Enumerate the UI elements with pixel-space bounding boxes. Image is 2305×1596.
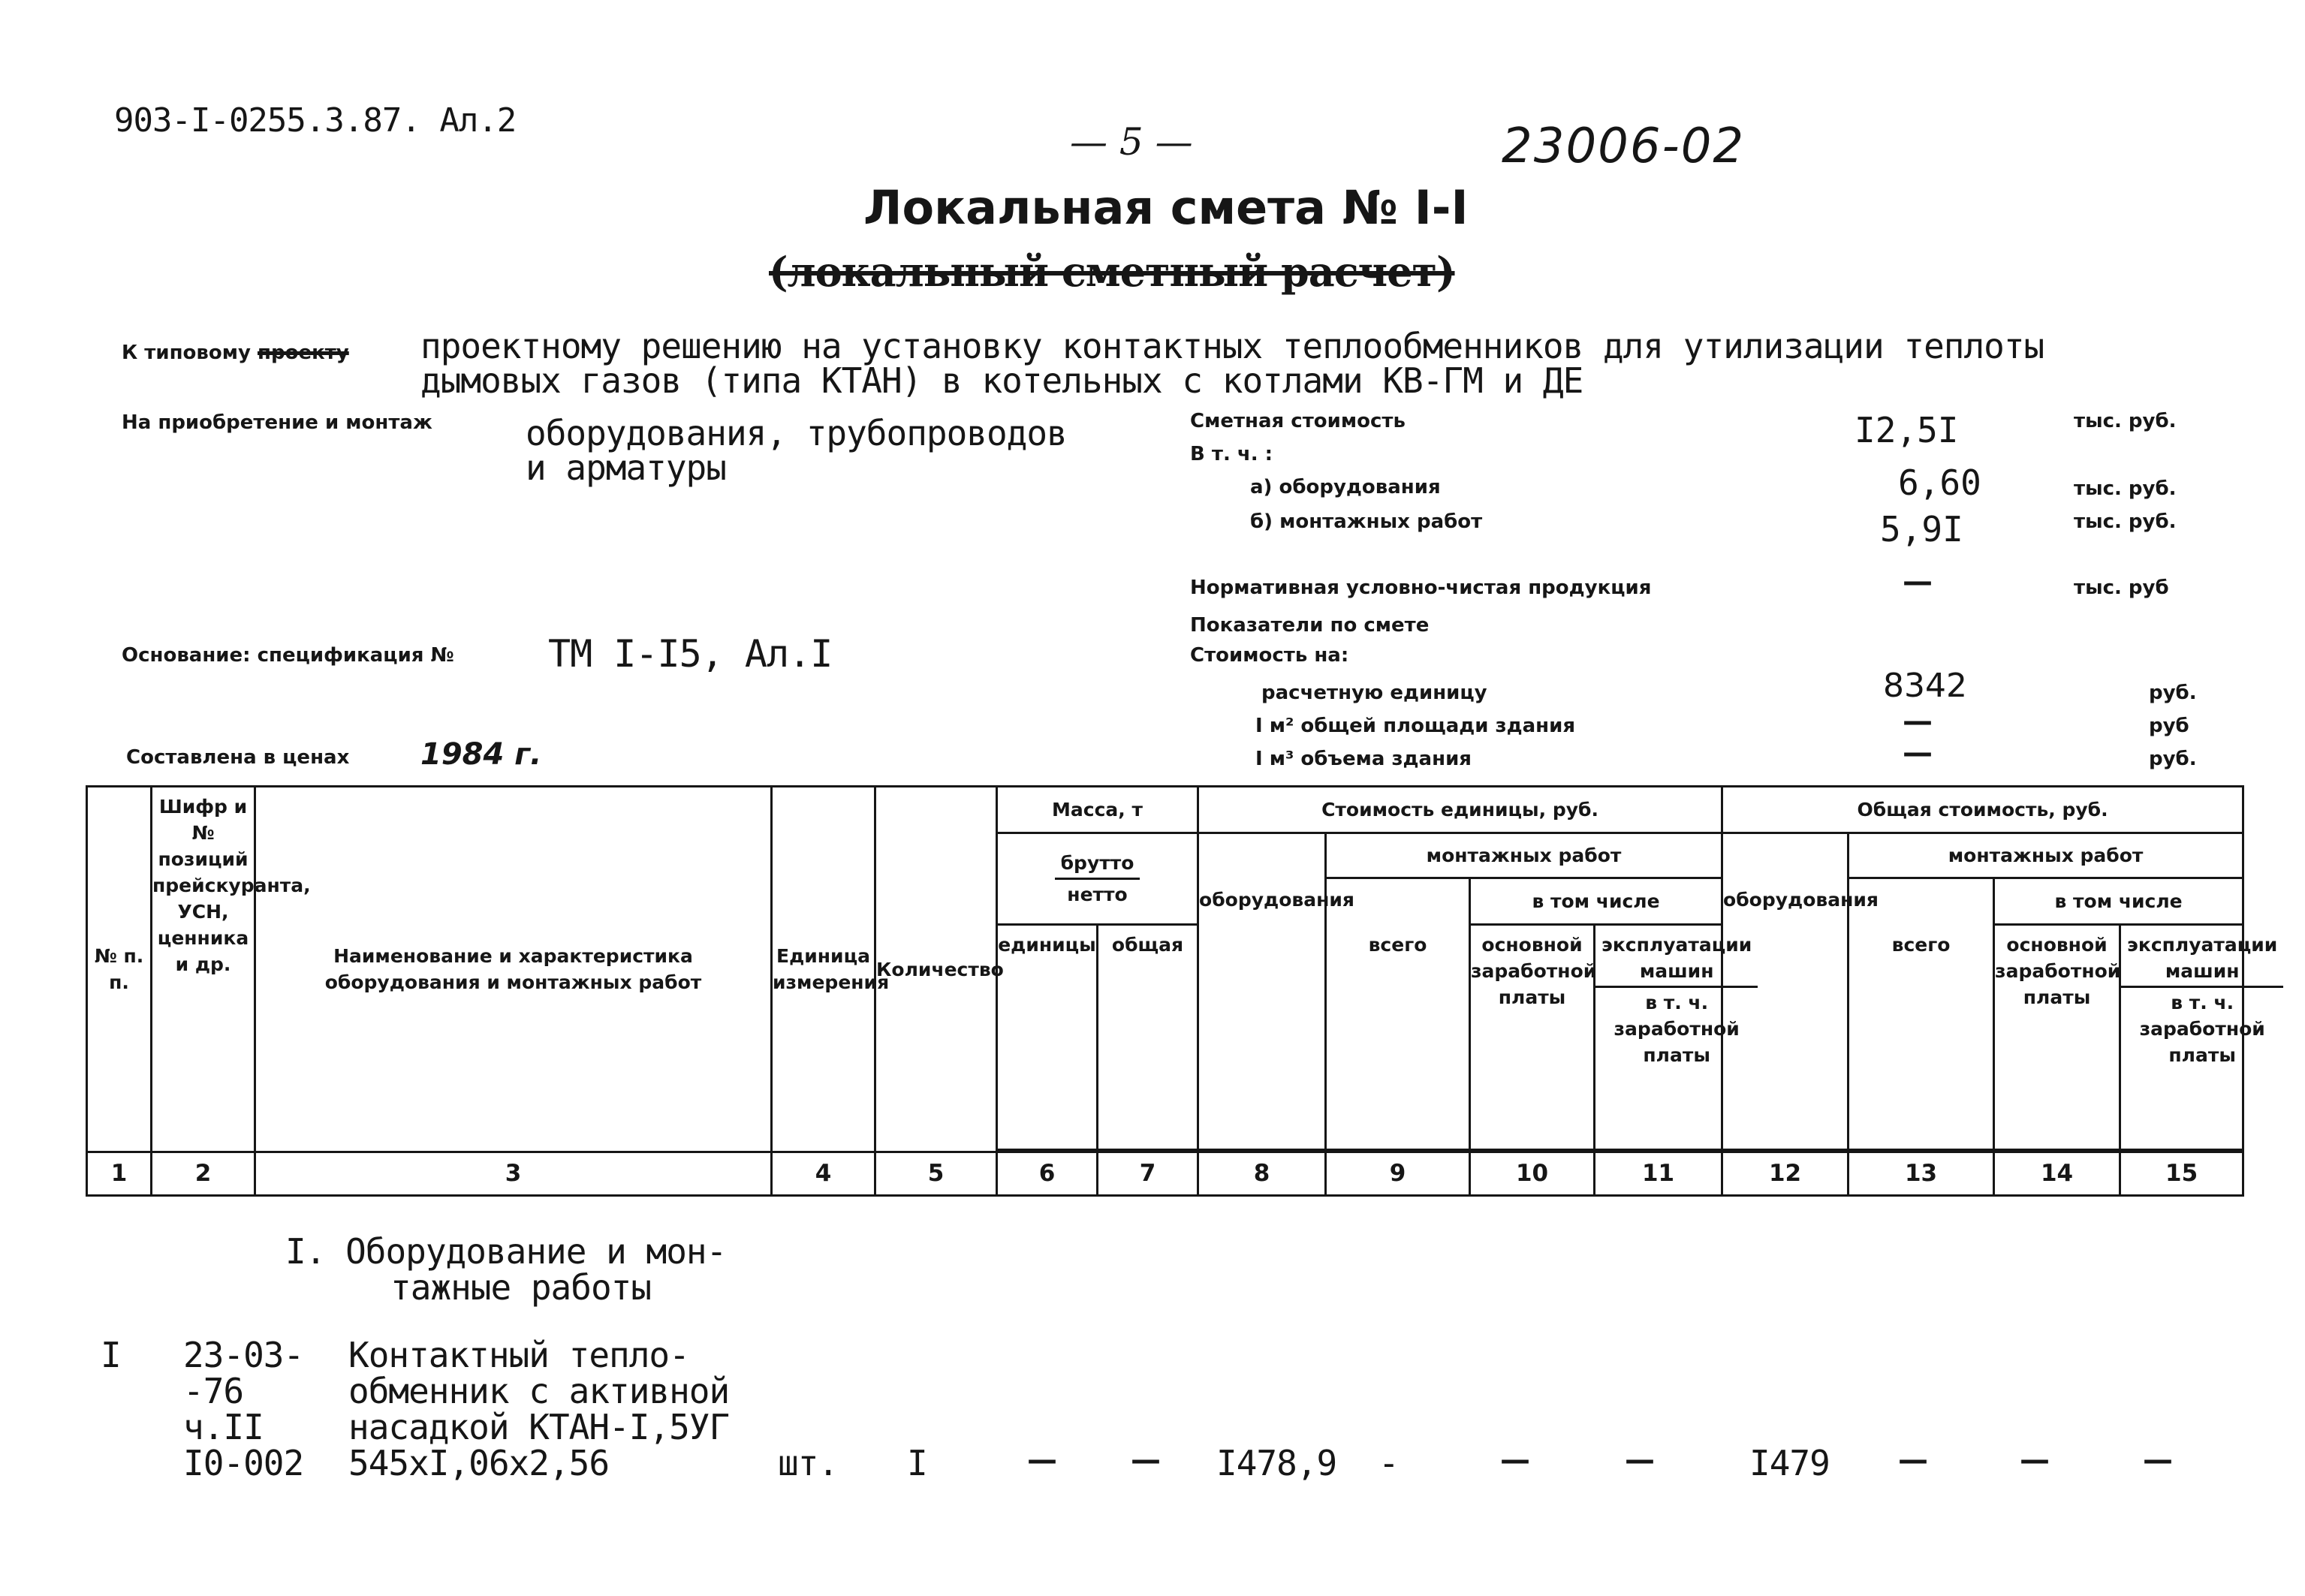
col-number: 11 <box>1595 1152 1722 1196</box>
summary-area-label: I м² общей площади здания <box>1255 715 1576 737</box>
title-text: Локальная смета № I-I <box>863 180 1469 235</box>
unit-machine-sub: в т. ч. заработной платы <box>1614 992 1740 1066</box>
row-name-line: 545xI,06x2,56 <box>348 1443 610 1483</box>
row-code-line: I0-002 <box>183 1443 304 1483</box>
col-number: 8 <box>1198 1152 1326 1196</box>
col-unit-cost-header: Стоимость единицы, руб. <box>1198 787 1722 833</box>
row-total-machine: — <box>2143 1443 2173 1477</box>
estimate-table-header <box>86 785 2278 1197</box>
basis-label: Основание: спецификация № <box>122 644 454 667</box>
unit-salary-header: основной заработной платы <box>1470 925 1595 1150</box>
page-number: — 5 — <box>1070 120 1193 164</box>
total-equip-header: оборудования <box>1722 833 1849 1150</box>
summary-cost-label: Сметная стоимость <box>1190 410 1406 432</box>
summary-unit-label: расчетную единицу <box>1261 682 1487 704</box>
purpose-line-1: оборудования, трубопроводов <box>526 413 1067 453</box>
section-title-line-2: тажные работы <box>390 1267 652 1308</box>
total-machine-label: эксплуатации машин <box>2121 932 2283 988</box>
mass-total-header: общая <box>1098 925 1198 1150</box>
total-install-header: монтажных работ <box>1849 833 2243 878</box>
mass-per-unit-header: единицы <box>997 925 1098 1150</box>
row-code-line: 23-03- <box>183 1335 304 1375</box>
basis-value: ТМ I-I5, Ал.I <box>548 632 833 676</box>
purpose-label: На приобретение и монтаж <box>122 411 432 434</box>
summary-norm-unit: тыс. руб <box>2074 577 2169 599</box>
summary-volume-value: — <box>1903 736 1933 770</box>
row-install-all: - <box>1378 1443 1399 1483</box>
page-title <box>863 180 1469 235</box>
row-mass-unit: — <box>1027 1443 1057 1477</box>
col-number: 1 <box>87 1152 152 1196</box>
summary-indicators-label: Показатели по смете <box>1190 614 1430 637</box>
column-number-row <box>87 1152 2243 1196</box>
row-name-line: обменник с активной <box>348 1371 730 1411</box>
summary-equip-value: 6,60 <box>1898 462 1981 503</box>
col-name-header: Наименование и характеристика оборудования и монтажных работ <box>255 787 772 1152</box>
summary-cost-per-label: Стоимость на: <box>1190 644 1349 667</box>
col-number: 4 <box>772 1152 875 1196</box>
purpose-line-2: и арматуры <box>526 447 726 488</box>
total-machine-header <box>2120 925 2278 1150</box>
summary-cost-unit: тыс. руб. <box>2074 410 2177 432</box>
col-unit-header: Единица измерения <box>772 787 875 1152</box>
row-no: I <box>101 1335 121 1375</box>
section-title-line-1: I. Оборудование и мон- <box>285 1231 727 1272</box>
summary-incl-label: В т. ч. : <box>1190 443 1273 465</box>
col-number: 6 <box>997 1152 1098 1196</box>
document-code: 903-I-0255.3.87. Ал.2 <box>114 101 517 140</box>
col-mass-header: Масса, т <box>997 787 1198 833</box>
row-code-line: -76 <box>183 1371 244 1411</box>
summary-equip-label: а) оборудования <box>1250 476 1441 498</box>
intro-line-2: дымовых газов (типа КТАН) в котельных с котлами КВ-ГМ и ДЕ <box>420 360 1583 401</box>
prices-label: Составлена в ценах <box>126 746 350 769</box>
col-qty-header: Количество <box>875 787 997 1152</box>
intro-label-text: К типовому <box>122 342 251 364</box>
col-no-header: № п. п. <box>87 787 152 1152</box>
summary-cost-value: I2,5I <box>1855 410 1959 450</box>
summary-volume-unit: руб. <box>2149 748 2197 770</box>
handwritten-code: 23006-02 <box>1502 119 1746 174</box>
unit-machine-label: эксплуатации машин <box>1595 932 1758 988</box>
row-total-salary: — <box>2020 1443 2050 1477</box>
row-mass-total: — <box>1131 1443 1161 1477</box>
total-install-all-header: всего <box>1849 878 1994 1150</box>
summary-unit-value: 8342 <box>1883 667 1967 705</box>
total-incl-header: в том числе <box>1994 878 2243 925</box>
row-unit: шт. <box>778 1443 839 1483</box>
prices-year: 1984 г. <box>420 737 542 772</box>
summary-norm-label: Нормативная условно-чистая продукция <box>1190 577 1652 599</box>
unit-install-all-header: всего <box>1326 878 1470 1150</box>
col-code-header: Шифр и № позиций прейскуранта, УСН, ценника и др. <box>152 787 255 1152</box>
col-number: 3 <box>255 1152 772 1196</box>
unit-incl-header: в том числе <box>1470 878 1722 925</box>
summary-norm-value: — <box>1903 565 1933 599</box>
brutto-label: брутто <box>1055 850 1140 880</box>
summary-equip-unit: тыс. руб. <box>2074 477 2177 500</box>
intro-struck-word: проекту <box>258 342 349 364</box>
summary-install-value: 5,9I <box>1880 509 1963 550</box>
summary-install-unit: тыс. руб. <box>2074 510 2177 533</box>
intro-label <box>122 342 349 364</box>
row-name-line: насадкой КТАН-I,5УГ <box>348 1407 730 1447</box>
row-equip-cost: I478,9 <box>1216 1443 1337 1483</box>
total-machine-sub: в т. ч. заработной платы <box>2139 992 2265 1066</box>
col-number: 2 <box>152 1152 255 1196</box>
col-total-cost-header: Общая стоимость, руб. <box>1722 787 2243 833</box>
row-install-salary: — <box>1500 1443 1530 1477</box>
total-salary-header: основной заработной платы <box>1994 925 2120 1150</box>
col-number: 14 <box>1994 1152 2120 1196</box>
row-name-line: Контактный тепло- <box>348 1335 689 1375</box>
unit-install-header: монтажных работ <box>1326 833 1722 878</box>
col-number: 5 <box>875 1152 997 1196</box>
mass-fraction <box>997 833 1198 925</box>
intro-line-1: проектному решению на установку контактных теплообменников для утилизации теплоты <box>420 326 2044 366</box>
unit-machine-header <box>1595 925 1752 1150</box>
row-install-machine: — <box>1625 1443 1655 1477</box>
netto-label: нетто <box>1067 884 1128 905</box>
col-number: 13 <box>1849 1152 1994 1196</box>
row-total-install-all: — <box>1898 1443 1928 1477</box>
col-number: 10 <box>1470 1152 1595 1196</box>
row-equip-total: I479 <box>1749 1443 1830 1483</box>
row-qty: I <box>907 1443 927 1483</box>
col-number: 7 <box>1098 1152 1198 1196</box>
summary-volume-label: I м³ объема здания <box>1255 748 1472 770</box>
col-number: 9 <box>1326 1152 1470 1196</box>
unit-equip-header: оборудования <box>1198 833 1326 1150</box>
col-number: 15 <box>2120 1152 2243 1196</box>
subtitle-struck: (локальный сметный расчет) <box>769 248 1455 296</box>
row-code-line: ч.II <box>183 1407 264 1447</box>
summary-area-value: — <box>1903 704 1933 739</box>
col-number: 12 <box>1722 1152 1849 1196</box>
summary-install-label: б) монтажных работ <box>1250 510 1483 533</box>
summary-area-unit: руб <box>2149 715 2189 737</box>
summary-unit-unit: руб. <box>2149 682 2197 704</box>
